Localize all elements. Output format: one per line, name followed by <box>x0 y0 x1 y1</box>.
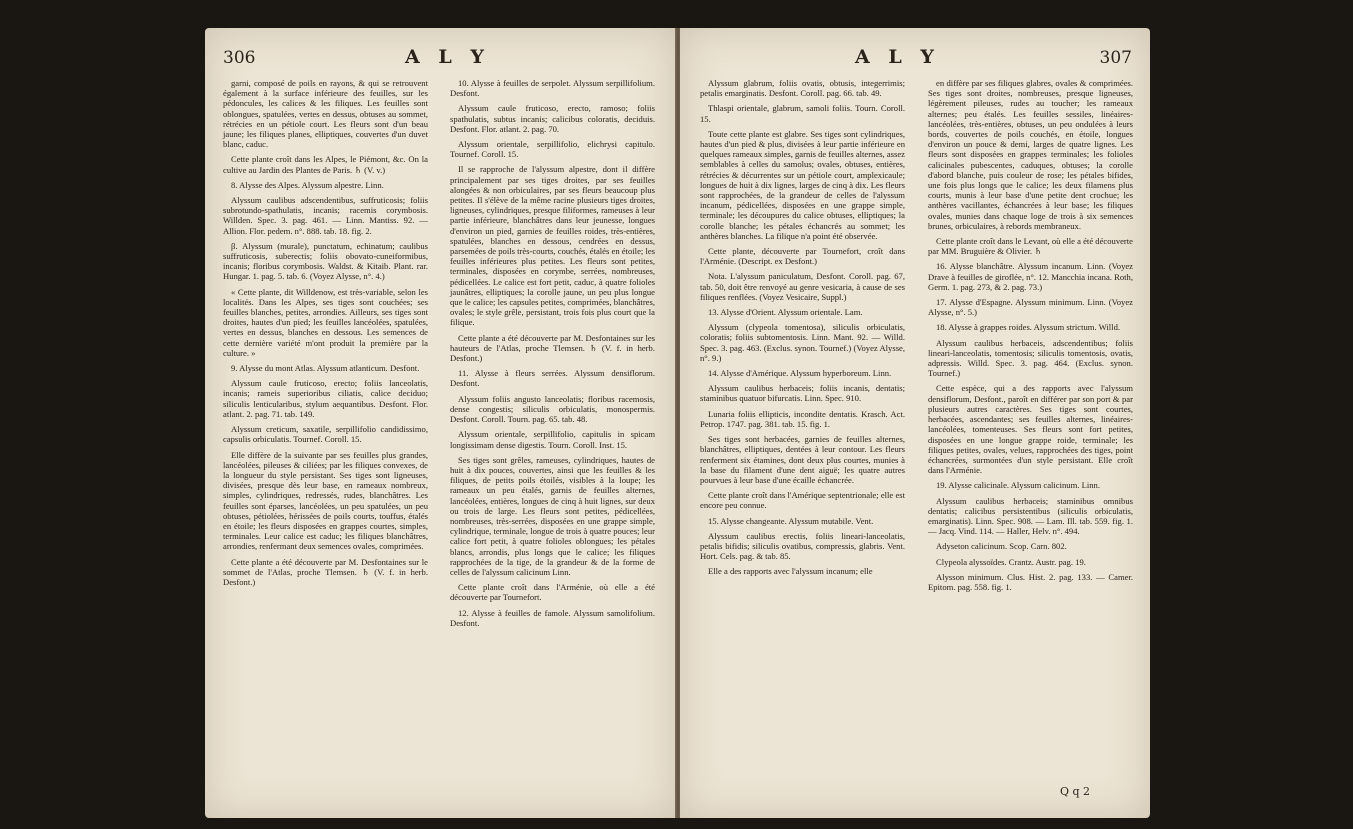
column-2 <box>450 78 655 633</box>
paragraph: Ses tiges sont grêles, rameuses, cylindriques, hautes de huit à dix pouces, couvertes, ainsi que les feuilles & les filiques, de petits poils étoilés, visibles à la loupe; les rameaux un peu étalés, garnis de feuilles alternes, lancéolées, entières, longues de cinq à huit lignes, sur deux ou trois de large. Les fleurs sont petites, pédicellées, nombreuses, très-serrées, disposées en une grappe simple, cylindrique, terminale, longue de trois à quatre pouces; leur calice fort petit, à quatre folioles oblongues; les pétales blancs, arrondis, plus longs que le calice; les filiques rapprochées de la tige, de la grandeur & de la forme de celles de l'alyssum calicinum Linn. <box>450 454 655 577</box>
paragraph: 12. Alysse à feuilles de famole. Alyssum samolifolium. Desfont. <box>450 607 655 628</box>
paragraph: Elle diffère de la suivante par ses feuilles plus grandes, lancéolées, pileuses & ciliées; par les filiques convexes, de la longueur du style persistant. Ses tiges sont ligneuses, divisées, presque dès leur base, en rameaux nombreux, simples, cylindriques, redressés, rudes, blanchâtres. Les feuilles sont éparses, lancéolées, un peu spatulées, un peu obtuses, pétiolées, hérissées de poils courts, touffus, étalés en étoile; les fleurs disposées en grappes courtes, simples, terminales. Leur calice est caduc; les filiques blanchâtres, arrondies, renfermant deux semences ovales, comprimées. <box>223 449 428 552</box>
page-number: 306 <box>223 48 256 68</box>
running-head: A L Y <box>405 46 490 68</box>
paragraph: Cette plante croît dans le Levant, où elle a été découverte par MM. Bruguière & Olivier. ♄ <box>928 236 1133 257</box>
left-page <box>205 28 675 818</box>
paragraph: Alyssum orientale, serpillifolio, elichrysi capitulo. Tournef. Coroll. 15. <box>450 139 655 160</box>
paragraph: Cette plante, découverte par Tournefort, croît dans l'Arménie. (Descript. ex Desfont.) <box>700 246 905 267</box>
paragraph: 17. Alysse d'Espagne. Alyssum minimum. Linn. (Voyez Alysse, n°. 5.) <box>928 297 1133 318</box>
paragraph: garni, composé de poils en rayons, & qui se retrouvent également à la surface inférieure des feuilles, sur les pédoncules, les calices & les filiques. Les feuilles sont oblongues, spatulées, vertes en dessus, obtuses au sommet, rétrécies en un pétiole court. Les fleurs sont d'un beau jaune; les filiques planes, elliptiques, couvertes d'un duvet blanc, caduc. <box>223 78 428 150</box>
paragraph: Toute cette plante est glabre. Ses tiges sont cylindriques, hautes d'un pied & plus, divisées à leur partie inférieure en quelques rameaux simples, garnis de feuilles alternes, assez semblables à celles du samolus; ovales, obtuses, entières, rétrécies & décurrentes sur un pétiole court, amplexicaule; longues de huit à dix lignes, larges de cinq à dix. Les fleurs sont rapprochées, de la grandeur de celles de l'alyssum incanum, pédicellées, disposées en une grappe simple, terminale; les découpures du calice obtuses, elliptiques; la corolle blanche; les pétales échancrés au sommet; les anthères blanches. La filique n'a point été observée. <box>700 128 905 241</box>
paragraph: 15. Alysse changeante. Alyssum mutabile. Vent. <box>708 515 874 526</box>
paragraph: Elle a des rapports avec l'alyssum incanum; elle <box>708 566 873 577</box>
paragraph: Alyssum caule fruticoso, erecto, ramoso; foliis spathulatis, subtus incanis; calicibus coloratis, deciduis. Desfont. Flor. atlant. 2. pag. 70. <box>450 103 655 134</box>
paragraph: Thlaspi orientale, glabrum, samoli foliis. Tourn. Coroll. 15. <box>700 103 905 124</box>
paragraph: Alyssum caulibus herbaceis; staminibus omnibus dentatis; calicibus persistentibus (siliculis orbiculatis, emarginatis). Linn. Spec. 908. — Lam. Ill. tab. 559. fig. 1. — Jacq. Vind. 114. — Haller, Helv. n°. 494. <box>928 495 1133 537</box>
paragraph: Alysson minimum. Clus. Hist. 2. pag. 133. — Camer. Epitom. pag. 558. fig. 1. <box>928 571 1133 592</box>
paragraph: 19. Alysse calicinale. Alyssum calicinum. Linn. <box>936 480 1100 491</box>
paragraph: Il se rapproche de l'alyssum alpestre, dont il diffère principalement par ses tiges droites, par ses feuilles alongées & non orbiculaires, par ses fleurs beaucoup plus petites. Il s'élève de la même racine plusieurs tiges droites, ligneuses, cylindriques, presque filiformes, rameuses à leur partie inférieure, blanchâtres dans leur jeunesse, longues d'environ un pied, garnies de feuilles roides, très-entières, spatulées, blanches en dessous, cendrées en dessus, parsemées de poils très-courts, couchés, étalés en étoile; les feuilles inférieures plus petites. Les fleurs sont petites, terminales, disposées en corymbe, serrées, nombreuses, pédicellées. Le calice est fort petit, caduc, à quatre folioles jaunâtres, elliptiques; la corolle jaune, un peu plus longue que le calice; les capsules petites, comprimées, blanchâtres, ovales; le style grêle, persistant, trois fois plus court que la filique. <box>450 164 655 328</box>
paragraph: Alyssum caulibus erectis, foliis lineari-lanceolatis, petalis bifidis; siliculis ovatibus, compressis, glabris. Vent. Hort. Cels. pag. & tab. 85. <box>700 530 905 562</box>
paragraph: 16. Alysse blanchâtre. Alyssum incanum. Linn. (Voyez Drave à feuilles de giroflée, n°. 12. Mancchia incana. Roth, Germ. 1. pag. 273, & 2. pag. 73.) <box>928 261 1133 292</box>
paragraph: 10. Alysse à feuilles de serpolet. Alyssum serpillifolium. Desfont. <box>450 78 655 99</box>
paragraph: Cette plante croît dans l'Arménie, où elle a été découverte par Tournefort. <box>450 582 655 603</box>
paragraph: Cette plante croît dans les Alpes, le Piémont, &c. On la cultive au Jardin des Plantes de Paris. ♄ (V. v.) <box>223 154 428 175</box>
paragraph: 13. Alysse d'Orient. Alyssum orientale. Lam. <box>708 307 863 318</box>
paragraph: Lunaria foliis ellipticis, incondite dentatis. Krasch. Act. Petrop. 1747. pag. 381. tab. 15. fig. 1. <box>700 408 905 429</box>
paragraph: Ses tiges sont herbacées, garnies de feuilles alternes, blanchâtres, elliptiques, dentées à leur contour. Les fleurs renferment six étamines, dont deux plus courtes, munies à la base du filament d'une dent aiguë; les quatre autres pourvues à leur base d'une écaille échancrée. <box>700 434 905 485</box>
paragraph: Alyssum caulibus herbaceis, adscendentibus; foliis lineari-lanceolatis, tomentosis; siliculis tomentosis, ovatis, adpressis. Willd. Spec. 3. pag. 464. (Exclus. synon. Tournef.) <box>928 337 1133 379</box>
paragraph: Adyseton calicinum. Scop. Carn. 802. <box>936 541 1067 552</box>
paragraph: 11. Alysse à fleurs serrées. Alyssum densiflorum. Desfont. <box>450 368 655 389</box>
paragraph: Alyssum creticum, saxatile, serpillifolio candidissimo, capsulis orbiculatis. Tournef. Coroll. 15. <box>223 424 428 445</box>
paragraph: en diffère par ses filiques glabres, ovales & comprimées. Ses tiges sont droites, nombreuses, presque ligneuses, légèrement pileuses, rudes au toucher; les rameaux alternes; peu étalés. Les feuilles sessiles, linéaires-lancéolées, très-entières, obtuses, un peu ondulées à leurs bords, couvertes de poils couchés, en étoile, longues d'environ un pouce & demi, larges de quatre lignes. Les fleurs sont disposées en grappes terminales; les folioles calicinales pubescentes, caduques, obtuses; la corolle d'abord blanche, puis couleur de rose; les pétales bifides, une fois plus longs que le calice; les deux filamens plus courts, munis à leur base d'une petite dent crochue; les anthères vacillantes, échancrées à leur base; les filiques ovales, munies dans chaque loge de trois à six semences brunes, orbiculaires, à rebords membraneux. <box>928 78 1133 231</box>
paragraph: Cette plante croît dans l'Amérique septentrionale; elle est encore peu connue. <box>700 490 905 511</box>
paragraph: Cette espèce, qui a des rapports avec l'alyssum densiflorum, Desfont., paroît en différer par son port & par plusieurs autres caractères. Ses tiges sont courtes, herbacées, ascendantes; ses feuilles alternes, linéaires-lancéolées, tomenteuses. Ses fleurs sont fort petites, disposées en une longue grappe roide, terminale; les filiques petites, ovales, velues, rapprochées des tiges, point échancrées, surmontées d'un style persistant. Elle croît dans l'Arménie. <box>928 383 1133 476</box>
paragraph: 9. Alysse du mont Atlas. Alyssum atlanticum. Desfont. <box>231 363 420 374</box>
paragraph: β. Alyssum (murale), punctatum, echinatum; caulibus suffruticosis, suberectis; foliis obovato-cuneiformibus, incanis; floribus corymbosis. Waldst. & Kitaib. Plant. rar. Hungar. 1. pag. 5. tab. 6. (Voyez Alysse, n°. 4.) <box>223 240 428 282</box>
signature-mark: Q q 2 <box>1059 785 1090 798</box>
paragraph: 14. Alysse d'Amérique. Alyssum hyperboreum. Linn. <box>708 368 892 379</box>
running-head: A L Y <box>855 46 940 68</box>
column-1 <box>223 78 428 592</box>
paragraph: Nota. L'alyssum paniculatum, Desfont. Coroll. pag. 67, tab. 50, doit être renvoyé au genre vesicaria, à cause de ses filiques renflées. (Voyez Vesicaire, Suppl.) <box>700 271 905 302</box>
paragraph: Alyssum orientale, serpillifolio, capitulis in spicam longissimam dense digestis. Tourn. Coroll. Inst. 15. <box>450 429 655 450</box>
paragraph: Alyssum glabrum, foliis ovatis, obtusis, integerrimis; petalis emarginatis. Desfont. Coroll. pag. 66. tab. 49. <box>700 78 905 99</box>
column-1 <box>700 78 905 582</box>
paragraph: 18. Alysse à grappes roides. Alyssum strictum. Willd. <box>936 322 1121 333</box>
page-number: 307 <box>1099 48 1132 68</box>
right-page <box>680 28 1150 818</box>
paragraph: « Cette plante, dit Willdenow, est très-variable, selon les localités. Dans les Alpes, ses tiges sont couchées; ses feuilles blanches, petites, arrondies. Ailleurs, ses tiges sont droites, hautes d'un pied; les feuilles lancéolées, spatulées, vertes en dessus, blanches en dessous. Les semences de cette dernière variété m'ont produit la première par la culture. » <box>223 286 428 358</box>
paragraph: Clypeola alyssoïdes. Crantz. Austr. pag. 19. <box>936 556 1086 567</box>
paragraph: Alyssum (clypeola tomentosa), siliculis orbiculatis, coloratis; foliis subtomentosis. Linn. Mant. 92. — Willd. Spec. 3. pag. 463. (Exclus. synon. Tournef.) (Voyez Alysse, n°. 9.) <box>700 322 905 363</box>
paragraph: Alyssum caule fruticoso, erecto; foliis lanceolatis, incanis; rameis superioribus ciliatis, calice deciduo; siliculis lenticularibus, stylum aequantibus. Desfont. Flor. atlant. 2. pag. 71. tab. 149. <box>223 378 428 419</box>
paragraph: Alyssum caulibus adscendentibus, suffruticosis; foliis subrotundo-spathulatis, incanis; racemis corymbosis. Willden. Spec. 3. pag. 461. — Linn. Mantiss. 92. — Allion. Flor. pedem. n°. 888. tab. 18. fig. 2. <box>223 195 428 236</box>
paragraph: 8. Alysse des Alpes. Alyssum alpestre. Linn. <box>231 179 384 190</box>
paragraph: Alyssum caulibus herbaceis; foliis incanis, dentatis; staminibus quatuor bifurcatis. Linn. Spec. 910. <box>700 383 905 404</box>
column-2 <box>928 78 1133 597</box>
paragraph: Alyssum foliis angusto lanceolatis; floribus racemosis, dense congestis; siliculis orbiculatis, monospermis. Desfont. Coroll. Tourn. pag. 65. tab. 48. <box>450 393 655 425</box>
paragraph: Cette plante a été découverte par M. Desfontaines sur le sommet de l'Atlas, proche Tlemsen. ♄ (V. f. in herb. Desfont.) <box>223 556 428 587</box>
paragraph: Cette plante a été découverte par M. Desfontaines sur les hauteurs de l'Atlas, proche Tlemsen. ♄ (V. f. in herb. Desfont.) <box>450 332 655 364</box>
